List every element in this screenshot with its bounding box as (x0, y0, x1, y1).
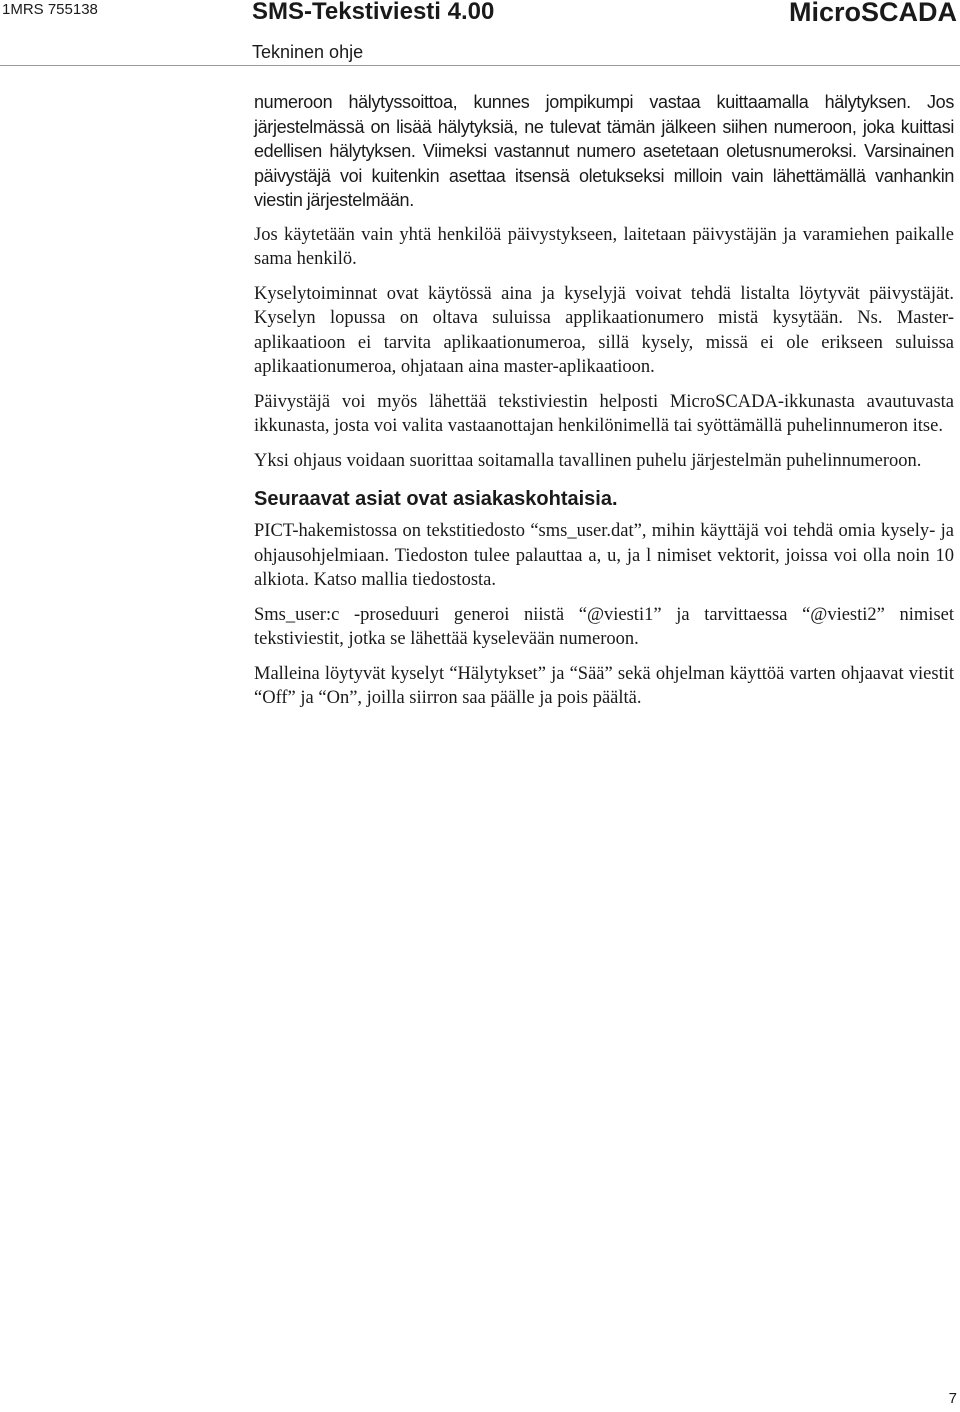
page-content (254, 90, 954, 711)
paragraph: Malleina löytyvät kyselyt “Hälytykset” ja “Sää” sekä ohjelman käyttöä varten ohjaavat viestit “Off” ja “On”, joilla siirron saa päälle ja pois päältä. (254, 663, 954, 708)
header-divider (0, 65, 960, 66)
document-subtitle: Tekninen ohje (252, 42, 364, 62)
document-id: 1MRS 755138 (2, 1, 98, 18)
page-number: 7 (948, 1390, 957, 1407)
product-name: MicroSCADA (788, 0, 957, 27)
paragraph: numeroon hälytyssoittoa, kunnes jompikumpi vastaa kuittaamalla hälytyksen. Jos järjestelmässä on lisää hälytyksiä, ne tulevat tämän jälkeen siihen numeroon, joka kuittasi edellisen hälytyksen. Viimeksi vastannut numero asetetaan oletusnumeroksi. Varsinainen päivystäjä voi kuitenkin asettaa itsensä oletukseksi milloin vain lähettämällä vanhankin viestin järjestelmään. (254, 92, 954, 210)
document-title: SMS-Tekstiviesti 4.00 (252, 0, 495, 25)
paragraph: Yksi ohjaus voidaan suorittaa soitamalla tavallinen puhelu järjestelmän puhelinnumeroon. (254, 450, 922, 471)
paragraph: Päivystäjä voi myös lähettää tekstiviestin helposti MicroSCADA-ikkunasta avautuvasta ikkunasta, josta voi valita vastaanottajan henkilönimellä tai syöttämällä puhelinnumeron itse. (254, 391, 954, 436)
paragraph: Sms_user:c -proseduuri generoi niistä “@viesti1” ja tarvittaessa “@viesti2” nimiset tekstiviestit, jotka se lähettää kyselevään numeroon. (254, 604, 954, 649)
section-heading: Seuraavat asiat ovat asiakaskohtaisia. (254, 488, 618, 510)
paragraph: Jos käytetään vain yhtä henkilöä päivystykseen, laitetaan päivystäjän ja varamiehen paikalle sama henkilö. (254, 224, 954, 269)
paragraph: PICT-hakemistossa on tekstitiedosto “sms_user.dat”, mihin käyttäjä voi tehdä omia kysely- ja ohjausohjelmiaan. Tiedoston tulee palauttaa a, u, ja l nimiset vektorit, joissa voi olla noin 10 alkiota. Katso mallia tiedostosta. (254, 521, 954, 590)
paragraph: Kyselytoiminnat ovat käytössä aina ja kyselyjä voivat tehdä listalta löytyvät päivystäjät. Kyselyn lopussa on oltava suluissa applikaationumero mistä kysytään. Ns. Master-aplikaatioon ei tarvita aplikaationumeroa, sillä kysely, missä ei ole erikseen suluissa aplikaationumeroa, ohjataan aina master-aplikaatioon. (254, 283, 954, 377)
